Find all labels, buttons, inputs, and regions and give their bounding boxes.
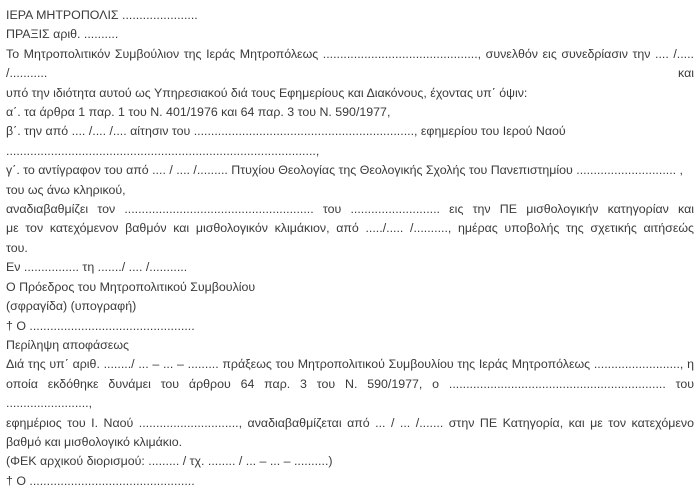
summary-line-2: οποία εκδόθηκε δυνάμει του άρθρου 64 παρ. 3 του Ν. 590/1977, ο ............................................................... του ........................, [6,376,694,411]
signatory-line: † Ο ................................................ [6,318,195,333]
summary-heading: Περίληψη αποφάσεως [6,337,129,352]
decision-line-1: αναδιαβαθμίζει τον ....................................................... του .......................... εις την ΠΕ μισθολογικήν κατηγορίαν και [6,202,694,217]
seal-signature-line: (σφραγίδα) (υπογραφή) [6,299,137,314]
place-date-line: Εν ................ τη ......./ .... /........... [6,260,188,275]
president-title: Ο Πρόεδρος του Μητροπολιτικού Συμβουλίου [6,279,256,294]
consideration-a: α΄. τα άρθρα 1 παρ. 1 του Ν. 401/1976 και 64 παρ. 3 του Ν. 590/1977, [6,105,391,120]
summary-line-3: εφημέριος του Ι. Ναού ............................., αναδιαβαθμίζεται από ... / ... /....... στην ΠΕ Κατηγορία, και με τον κατεχόμενο [6,415,694,430]
summary-signatory-line: † Ο ................................................ [6,473,195,488]
gazette-reference: (ΦΕΚ αρχικού διορισμού: ......... / τχ. ........ / ... – ... – ..........) [6,454,333,469]
council-intro-line: Το Μητροπολιτικόν Συμβούλιον της Ιεράς Μητροπόλεως ............................................., συνελθόν εις συνεδρίασιν την .... /..... /........... και [6,46,694,81]
consideration-c: γ΄. το αντίγραφον του από .... / .... /......... Πτυχίου Θεολογίας της Θεολογικής Σχολής του Πανεπιστημίου ............................. , [6,163,683,178]
consideration-c-continued: του ως άνω κληρικού, [6,182,126,197]
council-capacity-line: υπό την ιδιότητα αυτού ως Υπηρεσιακού διά τους Εφημερίους και Διακόνους, έχοντας υπ΄ όψιν: [6,85,528,100]
summary-line-4: βαθμό και μισθολογικό κλιμάκιο. [6,434,183,449]
metropolis-heading: ΙΕΡΑ ΜΗΤΡΟΠΟΛΙΣ ...................... [6,8,198,22]
consideration-b: β΄. την από .... /.... /.... αίτησιν του ................................................................, εφημερίου του Ιερού Ναού [6,124,566,139]
decision-line-3: του. [6,240,28,255]
decision-line-2: με τον κατεχόμενον βαθμόν και μισθολογικόν κλιμάκιον, από ...../..... /.........., ημέρας υποβολής της σχετικής αιτήσεώς [6,221,694,236]
document-body [6,6,694,491]
summary-line-1: Διά της υπ΄ αριθ. ......../ ... – ... – ......... πράξεως του Μητροπολιτικού Συμβουλίου της Ιεράς Μητροπόλεως ........................., η [6,357,694,372]
act-number: ΠΡΑΞΙΣ αριθ. .......... [6,27,119,42]
consideration-b-continued: .........................................................................................., [6,143,320,158]
